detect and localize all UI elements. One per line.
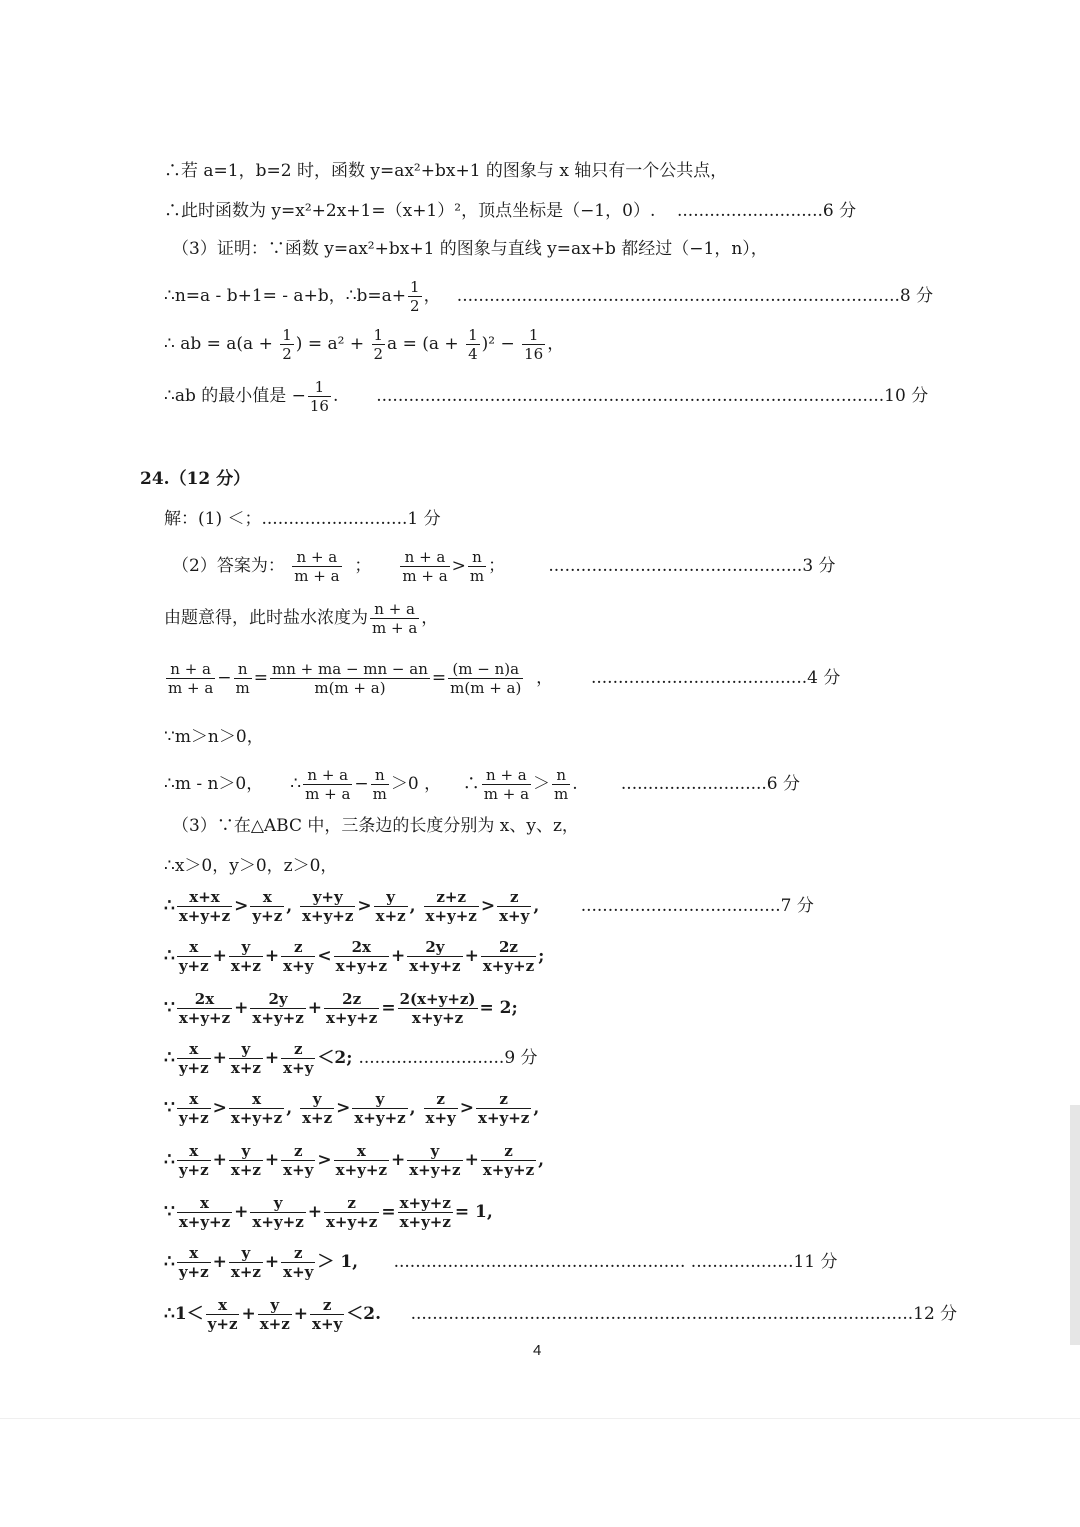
scrollbar[interactable] xyxy=(1070,1105,1080,1345)
fraction: $\frac{2y}{x+y+z}$ xyxy=(409,938,461,975)
score-11: ...................................................... ...................11 分 xyxy=(393,1252,838,1272)
fraction: $\frac{2x}{x+y+z}$ xyxy=(335,938,387,975)
solution-7: （3）∵在△ABC 中，三条边的长度分别为 x、y、z， xyxy=(172,816,579,836)
solution-15: ∵ $\frac{x}{x+y+z}$ + $\frac{y}{x+y+z}$ + $\frac{z}{x+y+z}$ = $\frac{x+y+z}{x+y+z}$ = 1, xyxy=(164,1194,493,1231)
fraction-half: $\frac{1}{2}$ xyxy=(410,278,420,315)
fraction: $\frac{2z}{x+y+z}$ xyxy=(325,990,378,1027)
fraction: $\frac{x}{x+y+z}$ xyxy=(230,1090,283,1127)
fraction: $\frac{x}{y+z}$ xyxy=(252,888,283,925)
line-4: ∴n=a - b+1= - a+b，∴b=a+ $\frac{1}{2}$ ， ..................................................................................8 分 xyxy=(164,278,934,315)
fraction: $\frac{y+y}{x+y+z}$ xyxy=(302,888,354,925)
fraction-npa-mpa: $\frac{n + a}{m + a}$ xyxy=(402,548,448,585)
fraction: $\frac{x}{y+z}$ xyxy=(178,938,209,975)
score-9: ...........................9 分 xyxy=(358,1048,538,1068)
fraction-diff: $\frac{mn + ma - mn - an}{m(m + a)}$ xyxy=(272,660,428,697)
page-divider xyxy=(0,1418,1080,1419)
fraction: $\frac{x}{x+y+z}$ xyxy=(335,1142,387,1179)
solution-4: $\frac{n + a}{m + a}$ − $\frac{n}{m}$ = $\frac{mn + ma - mn - an}{m(m + a)}$ = $\frac{(m - n)a}{m(m + a)}$ ， ........................................4 分 xyxy=(168,660,841,697)
line-2: ∴此时函数为 y=x²+2x+1=（x+1）²，顶点坐标是（−1，0）. ...........................6 分 xyxy=(164,201,857,221)
fraction-npa-mpa: $\frac{n + a}{m + a}$ xyxy=(294,548,340,585)
fraction: $\frac{2x}{x+y+z}$ xyxy=(178,990,231,1027)
page-number: 4 xyxy=(533,1342,542,1359)
fraction: $\frac{y}{x+z}$ xyxy=(302,1090,333,1127)
fraction: $\frac{x}{x+y+z}$ xyxy=(178,1194,231,1231)
fraction: $\frac{y}{x+y+z}$ xyxy=(252,1194,304,1231)
question-24-heading: 24.（12 分） xyxy=(140,469,251,489)
fraction: $\frac{y}{x+z}$ xyxy=(259,1296,290,1333)
score-12: .............................................................................................12 分 xyxy=(410,1304,958,1324)
fraction: $\frac{y}{x+y+z}$ xyxy=(354,1090,406,1127)
solution-11: ∵ $\frac{2x}{x+y+z}$ + $\frac{2y}{x+y+z}$ + $\frac{2z}{x+y+z}$ = $\frac{2(x+y+z)}{x+y+z}$ = 2; xyxy=(164,990,518,1027)
fraction: $\frac{z}{x+y}$ xyxy=(425,1090,456,1127)
fraction: $\frac{x+y+z}{x+y+z}$ xyxy=(399,1194,451,1231)
solution-2: （2）答案为： $\frac{n + a}{m + a}$ ； $\frac{n + a}{m + a}$ > $\frac{n}{m}$ ； ...............................................3 分 xyxy=(172,548,836,585)
fraction: $\frac{y}{x+z}$ xyxy=(230,1142,261,1179)
fraction: $\frac{x}{y+z}$ xyxy=(178,1142,209,1179)
fraction-half: $\frac{1}{2}$ xyxy=(282,326,292,363)
fraction-n-m: $\frac{n}{m}$ xyxy=(235,660,250,697)
solution-1: 解：(1) ＜；...........................1 分 xyxy=(164,509,441,529)
fraction-sixteenth: $\frac{1}{16}$ xyxy=(309,378,329,415)
fraction-n-m: $\frac{n}{m}$ xyxy=(372,766,387,803)
fraction: $\frac{2z}{x+y+z}$ xyxy=(482,938,535,975)
fraction: $\frac{2(x+y+z)}{x+y+z}$ xyxy=(399,990,476,1027)
solution-14: ∴ $\frac{x}{y+z}$ + $\frac{y}{x+z}$ + $\frac{z}{x+y}$ > $\frac{x}{x+y+z}$ + $\frac{y}{x+y+z}$ + $\frac{z}{x+y+z}$ , xyxy=(164,1142,545,1179)
solution-9: ∴ $\frac{x+x}{x+y+z}$ > $\frac{x}{y+z}$ , $\frac{y+y}{x+y+z}$ > $\frac{y}{x+z}$ , $\frac{z+z}{x+y+z}$ > $\frac{z}{x+y}$ , .....................................7 分 xyxy=(164,888,814,925)
line-3: （3）证明：∵函数 y=ax²+bx+1 的图象与直线 y=ax+b 都经过（−1，n）， xyxy=(172,239,768,259)
fraction: $\frac{x+x}{x+y+z}$ xyxy=(178,888,231,925)
fraction: $\frac{z}{x+y+z}$ xyxy=(482,1142,535,1179)
fraction: $\frac{y}{x+y+z}$ xyxy=(409,1142,461,1179)
solution-12: ∴ $\frac{x}{y+z}$ + $\frac{y}{x+z}$ + $\frac{z}{x+y}$ ＜2; ...........................9 分 xyxy=(164,1040,538,1077)
line-1: ∴若 a=1，b=2 时，函数 y=ax²+bx+1 的图象与 x 轴只有一个公共点， xyxy=(164,161,728,181)
fraction-npa-mpa: $\frac{n + a}{m + a}$ xyxy=(483,766,530,803)
solution-6: ∴m - n＞0， ∴ $\frac{n + a}{m + a}$ − $\frac{n}{m}$ ＞0 ， ∴ $\frac{n + a}{m + a}$ ＞ $\frac{n}{m}$ . ...........................6 分 xyxy=(164,766,801,803)
fraction: $\frac{z}{x+y+z}$ xyxy=(478,1090,530,1127)
fraction: $\frac{y}{x+z}$ xyxy=(230,1244,261,1281)
line-5: ∴ ab = a(a + $\frac{1}{2}$ ) = a² + $\frac{1}{2}$ a = (a + $\frac{1}{4}$ )² − $\frac{1}{16}$ ， xyxy=(164,326,565,363)
fraction-half: $\frac{1}{2}$ xyxy=(373,326,384,363)
fraction: $\frac{y}{x+z}$ xyxy=(230,938,261,975)
fraction-sixteenth: $\frac{1}{16}$ xyxy=(524,326,544,363)
solution-13: ∵ $\frac{x}{y+z}$ > $\frac{x}{x+y+z}$ , $\frac{y}{x+z}$ > $\frac{y}{x+y+z}$ , $\frac{z}{x+y}$ > $\frac{z}{x+y+z}$ , xyxy=(164,1090,540,1127)
fraction-n-m: $\frac{n}{m}$ xyxy=(469,548,485,585)
score-7: .....................................7 分 xyxy=(580,896,814,916)
solution-8: ∴x＞0，y＞0，z＞0， xyxy=(164,856,338,876)
fraction: $\frac{z}{x+y+z}$ xyxy=(325,1194,378,1231)
score-6b: ...........................6 分 xyxy=(620,774,801,794)
solution-5: ∵m＞n＞0， xyxy=(164,727,264,747)
score-6: ...........................6 分 xyxy=(676,201,857,221)
fraction: $\frac{x}{y+z}$ xyxy=(207,1296,238,1333)
fraction: $\frac{2y}{x+y+z}$ xyxy=(252,990,304,1027)
fraction: $\frac{z}{x+y}$ xyxy=(312,1296,343,1333)
fraction-npa-mpa: $\frac{n + a}{m + a}$ xyxy=(168,660,214,697)
fraction-result: $\frac{(m - n)a}{m(m + a)}$ xyxy=(450,660,522,697)
fraction-quarter: $\frac{1}{4}$ xyxy=(468,326,478,363)
fraction: $\frac{x}{y+z}$ xyxy=(178,1244,209,1281)
line-6: ∴ab 的最小值是 − $\frac{1}{16}$ . ..............................................................................................10 分 xyxy=(164,378,929,415)
fraction: $\frac{z}{x+y}$ xyxy=(283,938,314,975)
fraction: $\frac{z}{x+y}$ xyxy=(283,1040,314,1077)
fraction: $\frac{z}{x+y}$ xyxy=(283,1142,314,1179)
fraction: $\frac{z}{x+y}$ xyxy=(499,888,530,925)
solution-16: ∴ $\frac{x}{y+z}$ + $\frac{y}{x+z}$ + $\frac{z}{x+y}$ ＞ 1, ...................................................... ...................11 分 xyxy=(164,1244,838,1281)
fraction: $\frac{y}{x+z}$ xyxy=(375,888,406,925)
fraction-npa-mpa: $\frac{n + a}{m + a}$ xyxy=(372,600,418,637)
score-3: ...............................................3 分 xyxy=(548,556,836,576)
fraction: $\frac{z+z}{x+y+z}$ xyxy=(425,888,477,925)
solution-17: ∴1＜ $\frac{x}{y+z}$ + $\frac{y}{x+z}$ + $\frac{z}{x+y}$ ＜2. .............................................................................................12 分 xyxy=(164,1296,958,1333)
fraction-n-m: $\frac{n}{m}$ xyxy=(554,766,569,803)
score-4: ........................................4 分 xyxy=(590,668,841,688)
fraction: $\frac{x}{y+z}$ xyxy=(178,1040,209,1077)
fraction: $\frac{y}{x+z}$ xyxy=(230,1040,261,1077)
fraction: $\frac{z}{x+y}$ xyxy=(283,1244,314,1281)
fraction: $\frac{x}{y+z}$ xyxy=(178,1090,209,1127)
solution-10: ∴ $\frac{x}{y+z}$ + $\frac{y}{x+z}$ + $\frac{z}{x+y}$ < $\frac{2x}{x+y+z}$ + $\frac{2y}{x+y+z}$ + $\frac{2z}{x+y+z}$ ; xyxy=(164,938,545,975)
solution-3: 由题意得，此时盐水浓度为 $\frac{n + a}{m + a}$ ， xyxy=(164,600,439,637)
score-8: ..................................................................................8 分 xyxy=(456,286,934,306)
fraction-npa-mpa: $\frac{n + a}{m + a}$ xyxy=(305,766,351,803)
score-10: ..............................................................................................10 分 xyxy=(376,386,929,406)
score-1: ...........................1 分 xyxy=(261,509,441,529)
